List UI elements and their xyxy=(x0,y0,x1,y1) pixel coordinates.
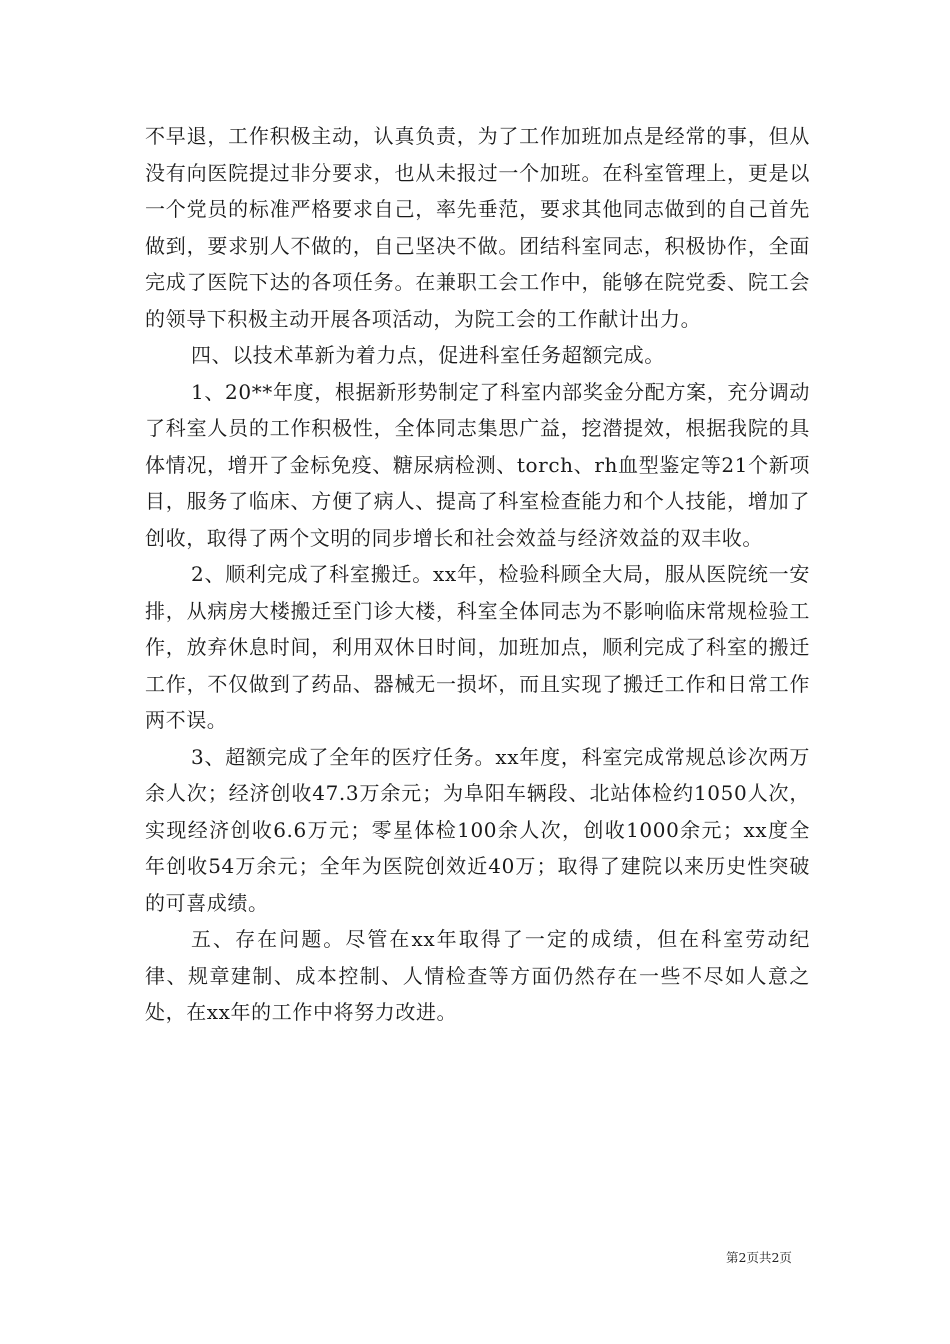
list-item-one: 1、20**年度，根据新形势制定了科室内部奖金分配方案，充分调动了科室人员的工作积极性，全体同志集思广益，挖潜提效，根据我院的具体情况，增开了金标免疫、糖尿病检测、torch、rh血型鉴定等21个新项目，服务了临床、方便了病人、提高了科室检查能力和个人技能，增加了创收，取得了两个文明的同步增长和社会效益与经济效益的双丰收。 xyxy=(145,379,810,550)
list-item-three: 3、超额完成了全年的医疗任务。xx年度，科室完成常规总诊次两万余人次；经济创收47.3万余元；为阜阳车辆段、北站体检约1050人次，实现经济创收6.6万元；零星体检100余人次，创收1000余元；xx度全年创收54万余元；全年为医院创效近40万；取得了建院以来历史性突破的可喜成绩。 xyxy=(145,744,810,915)
section-heading-four: 四、以技术革新为着力点，促进科室任务超额完成。 xyxy=(191,343,665,367)
list-item-two: 2、顺利完成了科室搬迁。xx年，检验科顾全大局，服从医院统一安排，从病房大楼搬迁至门诊大楼，科室全体同志为不影响临床常规检验工作，放弃休息时间，利用双休日时间，加班加点，顺利完成了科室的搬迁工作，不仅做到了药品、器械无一损坏，而且实现了搬迁工作和日常工作两不误。 xyxy=(145,562,810,732)
document-body xyxy=(145,118,810,1031)
page-number: 第2页共2页 xyxy=(726,1250,792,1265)
paragraph-continued: 不早退，工作积极主动，认真负责，为了工作加班加点是经常的事，但从没有向医院提过非分要求，也从未报过一个加班。在科室管理上，更是以一个党员的标准严格要求自己，率先垂范，要求其他同志做到的自己首先做到，要求别人不做的，自己坚决不做。团结科室同志，积极协作，全面完成了医院下达的各项任务。在兼职工会工作中，能够在院党委、院工会的领导下积极主动开展各项活动，为院工会的工作献计出力。 xyxy=(145,124,810,331)
section-five-problems: 五、存在问题。尽管在xx年取得了一定的成绩，但在科室劳动纪律、规章建制、成本控制、人情检查等方面仍然存在一些不尽如人意之处，在xx年的工作中将努力改进。 xyxy=(145,927,810,1024)
